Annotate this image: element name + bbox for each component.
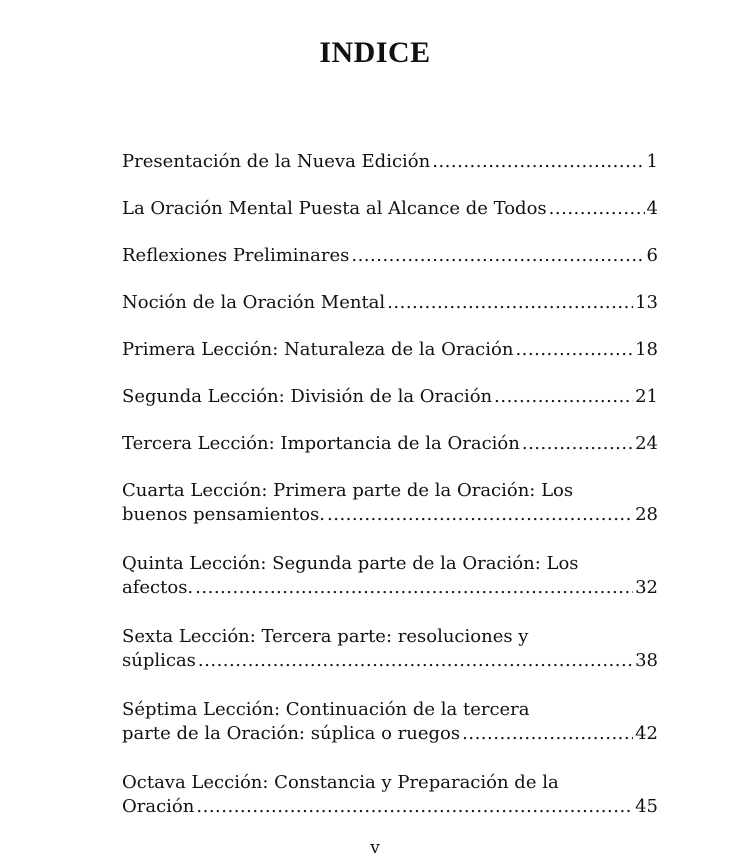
toc-entry-title-continued: parte de la Oración: súplica o ruegos: [122, 723, 461, 744]
toc-page-number: 21: [635, 386, 658, 407]
toc-page-number: 32: [635, 577, 658, 598]
dot-leader: [196, 795, 633, 819]
dot-leader: [198, 649, 633, 673]
dot-leader: [195, 576, 633, 600]
toc-entry: [122, 385, 658, 409]
toc-entry: [122, 625, 658, 673]
toc-entry: [122, 698, 658, 746]
toc-entry-title-continued: afectos.: [122, 577, 194, 598]
toc-page-number: 38: [635, 650, 658, 671]
toc-entry-title: Octava Lección: Constancia y Preparación de la: [122, 772, 559, 793]
toc-entry-title-continued: súplicas: [122, 650, 196, 671]
toc-entry-title: Séptima Lección: Continuación de la tercera: [122, 699, 530, 720]
toc-page-number: 1: [646, 151, 658, 172]
toc-entry-title: Noción de la Oración Mental: [122, 292, 386, 313]
toc-entry-title: Tercera Lección: Importancia de la Oración: [122, 433, 520, 454]
toc-page-number: 28: [635, 504, 658, 525]
toc-entry: [122, 338, 658, 362]
dot-leader: [327, 503, 633, 527]
table-of-contents: [122, 150, 658, 844]
page-folio: v: [370, 838, 380, 858]
toc-entry-title: La Oración Mental Puesta al Alcance de Todos: [122, 198, 547, 219]
toc-entry-title: Segunda Lección: División de la Oración: [122, 386, 493, 407]
dot-leader: [351, 244, 644, 268]
toc-entry: [122, 197, 658, 221]
toc-entry-title-continued: Oración: [122, 796, 195, 817]
toc-page-number: 45: [635, 796, 658, 817]
toc-entry-title: Reflexiones Preliminares: [122, 245, 350, 266]
toc-entry: [122, 244, 658, 268]
toc-entry: [122, 771, 658, 819]
dot-leader: [522, 432, 633, 456]
toc-page-number: 13: [635, 292, 658, 313]
toc-entry-title: Primera Lección: Naturaleza de la Oración: [122, 339, 514, 360]
dot-leader: [432, 150, 644, 174]
toc-entry: [122, 150, 658, 174]
dot-leader: [387, 291, 633, 315]
toc-entry: [122, 291, 658, 315]
toc-entry-title: Quinta Lección: Segunda parte de la Oración: Los: [122, 553, 579, 574]
toc-page-number: 4: [646, 198, 658, 219]
dot-leader: [494, 385, 633, 409]
toc-entry-title: Presentación de la Nueva Edición: [122, 151, 431, 172]
toc-entry-title-continued: buenos pensamientos.: [122, 504, 325, 525]
toc-entry-title: Sexta Lección: Tercera parte: resoluciones y: [122, 626, 529, 647]
toc-entry: [122, 479, 658, 527]
dot-leader: [462, 722, 633, 746]
toc-page-number: 24: [635, 433, 658, 454]
toc-entry: [122, 552, 658, 600]
toc-page-number: 6: [646, 245, 658, 266]
toc-page-number: 18: [635, 339, 658, 360]
toc-page-number: 42: [635, 723, 658, 744]
page-title: INDICE: [319, 36, 431, 69]
dot-leader: [549, 197, 645, 221]
toc-entry: [122, 432, 658, 456]
dot-leader: [515, 338, 633, 362]
toc-entry-title: Cuarta Lección: Primera parte de la Oración: Los: [122, 480, 574, 501]
